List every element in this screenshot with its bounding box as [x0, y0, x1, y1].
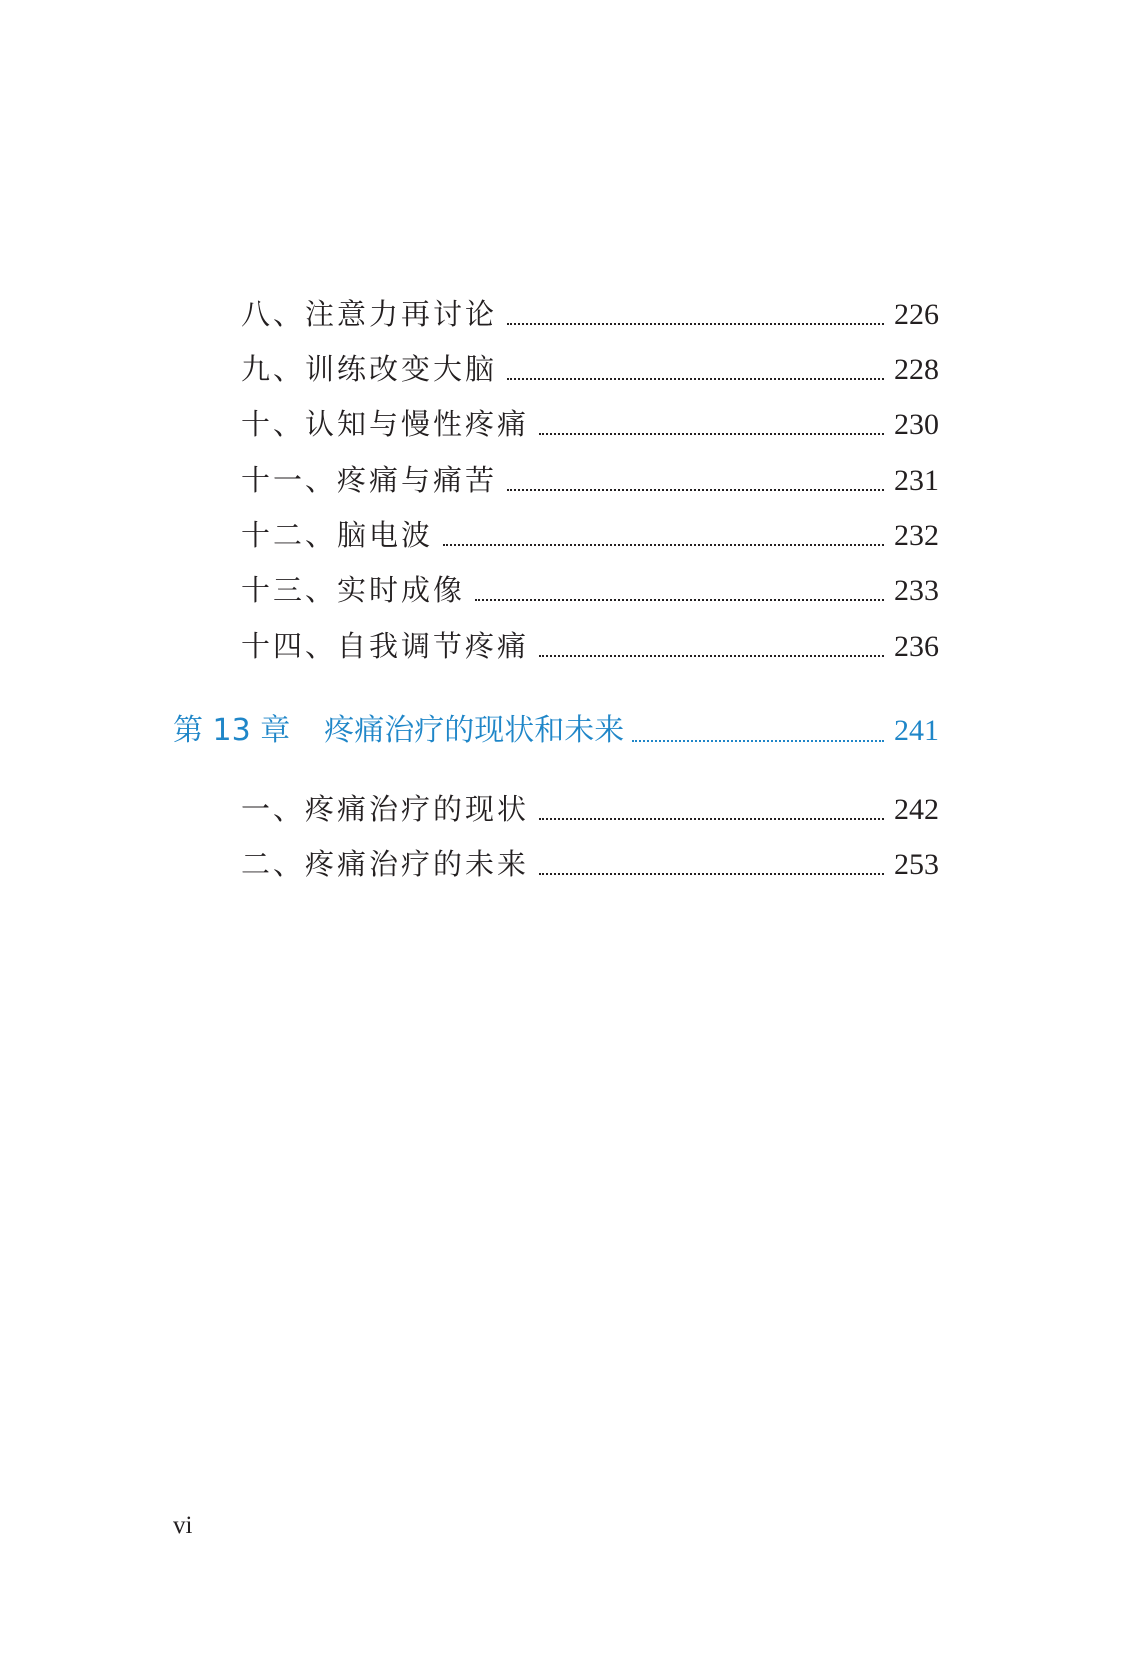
toc-entry[interactable]: [241, 515, 939, 555]
toc-entry-title: 十四、自我调节疼痛: [241, 629, 530, 663]
toc-entry-title: 八、注意力再讨论: [241, 297, 498, 331]
toc-entry[interactable]: [241, 844, 939, 884]
toc-entry-page: 253: [894, 848, 939, 881]
chapter-title: 疼痛治疗的现状和未来: [324, 713, 625, 748]
toc-entry-title: 十一、疼痛与痛苦: [241, 463, 498, 497]
toc-entry-page: 230: [894, 408, 939, 441]
dot-leader: [539, 433, 884, 435]
toc-entry-page: 233: [894, 574, 939, 607]
dot-leader: [475, 599, 884, 601]
dot-leader: [539, 818, 884, 820]
chapter-page: 241: [894, 714, 939, 747]
toc-chapter-entry[interactable]: [173, 711, 939, 751]
toc-entry[interactable]: [241, 404, 939, 444]
page-number: vi: [173, 1512, 193, 1539]
toc-entry-page: 232: [894, 519, 939, 552]
dot-leader: [507, 323, 884, 325]
toc-entry[interactable]: [241, 294, 939, 334]
dot-leader: [539, 655, 884, 657]
toc-entry-title: 十三、实时成像: [241, 573, 466, 607]
dot-leader: [443, 544, 884, 546]
toc-entry-page: 226: [894, 298, 939, 331]
toc-entry-title: 二、疼痛治疗的未来: [241, 847, 530, 881]
toc-entry-page: 231: [894, 464, 939, 497]
toc-entry[interactable]: [241, 460, 939, 500]
dot-leader: [632, 740, 884, 742]
dot-leader: [507, 489, 884, 491]
toc-entry-page: 242: [894, 793, 939, 826]
toc-entry-title: 一、疼痛治疗的现状: [241, 792, 530, 826]
toc-entry-title: 九、训练改变大脑: [241, 352, 498, 386]
toc-entry[interactable]: [241, 570, 939, 610]
dot-leader: [539, 873, 884, 875]
toc-entry-title: 十二、脑电波: [241, 518, 434, 552]
dot-leader: [507, 378, 884, 380]
toc-entry[interactable]: [241, 789, 939, 829]
chapter-number: 第 13 章: [173, 713, 291, 748]
toc-entry-page: 228: [894, 353, 939, 386]
toc-entry[interactable]: [241, 626, 939, 666]
toc-entry[interactable]: [241, 349, 939, 389]
toc-entry-page: 236: [894, 630, 939, 663]
toc-entry-title: 十、认知与慢性疼痛: [241, 407, 530, 441]
